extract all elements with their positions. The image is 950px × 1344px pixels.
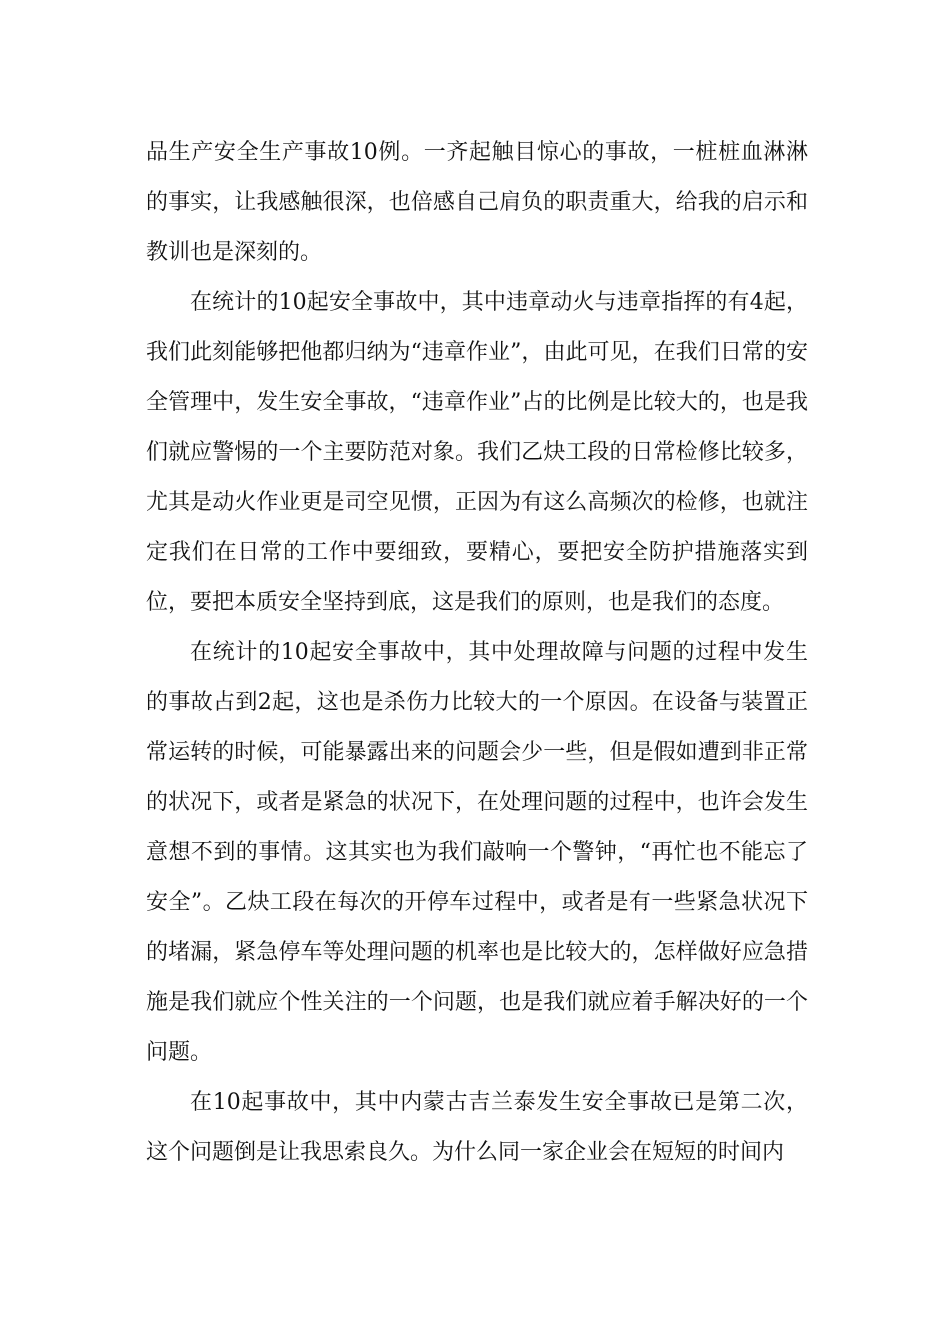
paragraph-fault-handling: 在统计的10起安全事故中，其中处理故障与问题的过程中发生的事故占到2起，这也是杀伤力比较大的一个原因。在设备与装置正常运转的时候，可能暴露出来的问题会少一些，但是假如遭到非正常的状况下，或者是紧急的状况下，在处理问题的过程中，也许会发生意想不到的事情。这其实也为我们敲响一个警钟，“再忙也不能忘了安全”。乙炔工段在每次的开停车过程中，或者是有一些紧急状况下的堵漏，紧急停车等处理问题的机率也是比较大的，怎样做好应急措施是我们就应个性关注的一个问题，也是我们就应着手解决好的一个问题。 xyxy=(146,640,808,1065)
body-text xyxy=(146,128,808,1178)
paragraph-violation-operations: 在统计的10起安全事故中，其中违章动火与违章指挥的有4起，我们此刻能够把他都归纳为“违章作业”，由此可见，在我们日常的安全管理中，发生安全事故，“违章作业”占的比例是比较大的，也是我们就应警惕的一个主要防范对象。我们乙炔工段的日常检修比较多，尤其是动火作业更是司空见惯，正因为有这么高频次的检修，也就注定我们在日常的工作中要细致，要精心，要把安全防护措施落实到位，要把本质安全坚持到底，这是我们的原则，也是我们的态度。 xyxy=(146,290,808,615)
paragraph-continuation: 品生产安全生产事故10例。一齐起触目惊心的事故，一桩桩血淋淋的事实，让我感触很深，也倍感自己肩负的职责重大，给我的启示和教训也是深刻的。 xyxy=(146,140,808,265)
paragraph-repeat-accident: 在10起事故中，其中内蒙古吉兰泰发生安全事故已是第二次，这个问题倒是让我思索良久。为什么同一家企业会在短短的时间内 xyxy=(146,1090,808,1165)
